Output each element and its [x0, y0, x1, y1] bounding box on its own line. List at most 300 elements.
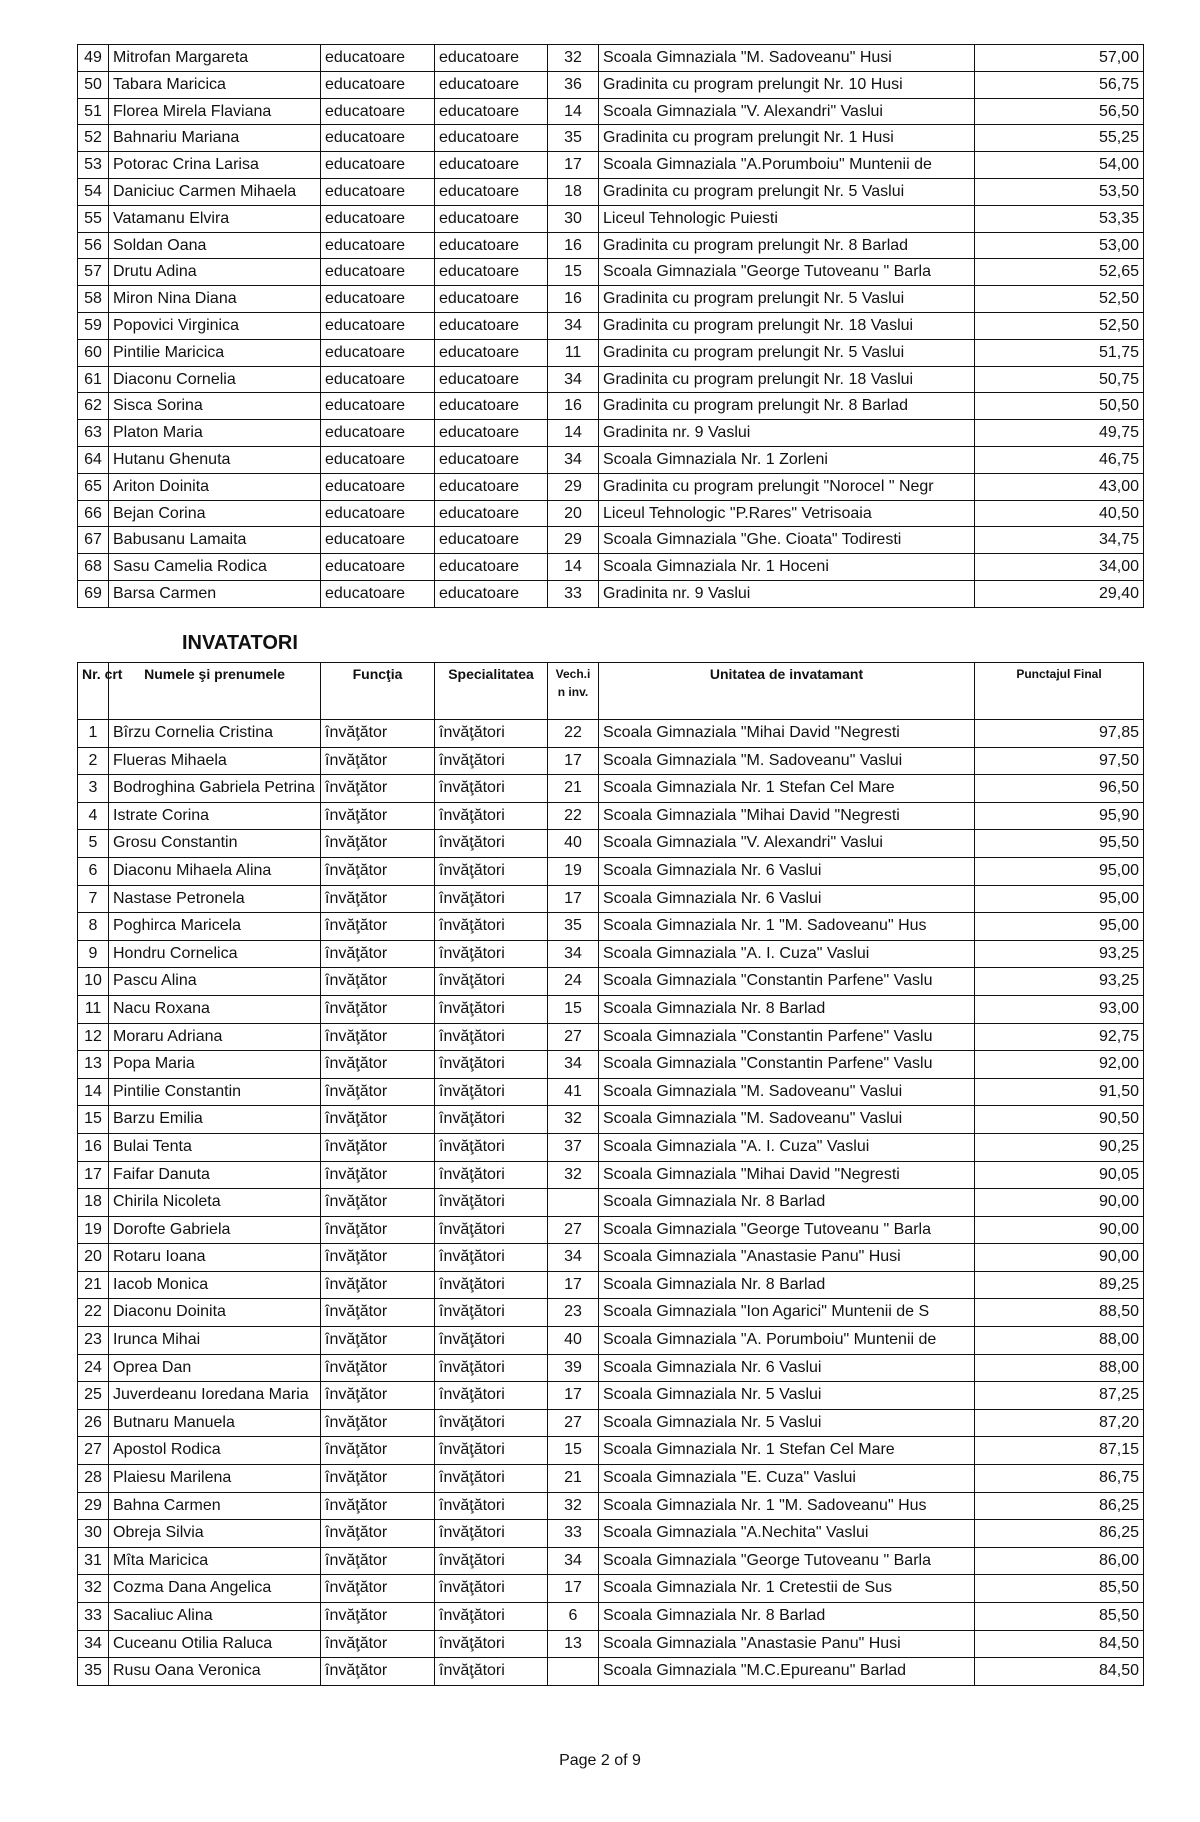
cell-functia: educatoare [321, 527, 435, 554]
cell-functia: educatoare [321, 152, 435, 179]
cell-unitatea: Scoala Gimnaziala "Ghe. Cioata" Todiresti [599, 527, 975, 554]
cell-nume: Florea Mirela Flaviana [109, 98, 321, 125]
table-row [78, 98, 1144, 125]
table-row [78, 232, 1144, 259]
cell-functia: educatoare [321, 446, 435, 473]
page-footer: Page 2 of 9 [559, 1752, 641, 1769]
cell-punctaj: 95,50 [975, 830, 1144, 858]
table-row [78, 1547, 1144, 1575]
cell-vechime: 35 [548, 913, 599, 941]
cell-specialitatea: educatoare [435, 393, 548, 420]
cell-specialitatea: educatoare [435, 178, 548, 205]
cell-vechime: 16 [548, 232, 599, 259]
cell-functia: educatoare [321, 554, 435, 581]
cell-functia: învăţător [321, 1575, 435, 1603]
cell-nr: 3 [78, 775, 109, 803]
cell-vechime: 35 [548, 125, 599, 152]
cell-nr: 35 [78, 1658, 109, 1686]
cell-nr: 24 [78, 1354, 109, 1382]
cell-nr: 30 [78, 1520, 109, 1548]
cell-nr: 49 [78, 45, 109, 72]
cell-unitatea: Liceul Tehnologic "P.Rares" Vetrisoaia [599, 500, 975, 527]
cell-functia: învăţător [321, 1547, 435, 1575]
cell-nume: Dorofte Gabriela [109, 1216, 321, 1244]
table-row [78, 446, 1144, 473]
cell-unitatea: Scoala Gimnaziala "George Tutoveanu " Barla [599, 1547, 975, 1575]
cell-functia: educatoare [321, 366, 435, 393]
table-row [78, 1023, 1144, 1051]
cell-specialitatea: învăţători [435, 1575, 548, 1603]
table-row [78, 1603, 1144, 1631]
cell-punctaj: 50,75 [975, 366, 1144, 393]
cell-nume: Drutu Adina [109, 259, 321, 286]
cell-vechime: 34 [548, 940, 599, 968]
table-row [78, 527, 1144, 554]
cell-specialitatea: învăţători [435, 913, 548, 941]
cell-nr: 19 [78, 1216, 109, 1244]
cell-punctaj: 86,00 [975, 1547, 1144, 1575]
cell-nume: Diaconu Cornelia [109, 366, 321, 393]
cell-punctaj: 52,65 [975, 259, 1144, 286]
cell-vechime: 36 [548, 71, 599, 98]
cell-nr: 64 [78, 446, 109, 473]
cell-unitatea: Scoala Gimnaziala "Mihai David "Negresti [599, 1161, 975, 1189]
cell-punctaj: 95,00 [975, 857, 1144, 885]
cell-vechime: 34 [548, 446, 599, 473]
cell-nr: 20 [78, 1244, 109, 1272]
cell-unitatea: Scoala Gimnaziala "V. Alexandri" Vaslui [599, 98, 975, 125]
table-row [78, 1327, 1144, 1355]
table-row [78, 1658, 1144, 1686]
cell-unitatea: Scoala Gimnaziala "E. Cuza" Vaslui [599, 1465, 975, 1493]
table-row [78, 1575, 1144, 1603]
cell-nr: 12 [78, 1023, 109, 1051]
cell-nume: Mîta Maricica [109, 1547, 321, 1575]
cell-nume: Pintilie Constantin [109, 1078, 321, 1106]
cell-nume: Bodroghina Gabriela Petrina [109, 775, 321, 803]
cell-nume: Bulai Tenta [109, 1133, 321, 1161]
cell-specialitatea: educatoare [435, 205, 548, 232]
cell-nume: Moraru Adriana [109, 1023, 321, 1051]
cell-vechime: 17 [548, 1575, 599, 1603]
cell-nr: 1 [78, 720, 109, 748]
cell-nr: 8 [78, 913, 109, 941]
table-row [78, 1189, 1144, 1217]
cell-nr: 33 [78, 1603, 109, 1631]
cell-specialitatea: educatoare [435, 45, 548, 72]
cell-nr: 7 [78, 885, 109, 913]
cell-vechime: 34 [548, 1547, 599, 1575]
cell-vechime: 32 [548, 1106, 599, 1134]
cell-specialitatea: educatoare [435, 366, 548, 393]
cell-vechime: 30 [548, 205, 599, 232]
table-row [78, 45, 1144, 72]
cell-specialitatea: învăţători [435, 1161, 548, 1189]
cell-functia: educatoare [321, 473, 435, 500]
cell-punctaj: 53,50 [975, 178, 1144, 205]
cell-nume: Diaconu Mihaela Alina [109, 857, 321, 885]
invatatori-table-body [78, 720, 1144, 1686]
cell-specialitatea: învăţători [435, 1465, 548, 1493]
cell-vechime: 29 [548, 473, 599, 500]
educatoare-table [77, 44, 1144, 608]
header-nr: Nr. crt [78, 663, 109, 720]
cell-nume: Poghirca Maricela [109, 913, 321, 941]
cell-functia: educatoare [321, 178, 435, 205]
cell-punctaj: 52,50 [975, 286, 1144, 313]
table-row [78, 312, 1144, 339]
cell-unitatea: Scoala Gimnaziala "Mihai David "Negresti [599, 802, 975, 830]
table-row [78, 1244, 1144, 1272]
cell-unitatea: Gradinita cu program prelungit Nr. 10 Husi [599, 71, 975, 98]
cell-functia: învăţător [321, 1216, 435, 1244]
cell-specialitatea: învăţători [435, 1409, 548, 1437]
table-row [78, 857, 1144, 885]
cell-vechime: 33 [548, 580, 599, 607]
cell-functia: învăţător [321, 1023, 435, 1051]
cell-functia: educatoare [321, 339, 435, 366]
cell-unitatea: Scoala Gimnaziala "M. Sadoveanu" Vaslui [599, 747, 975, 775]
cell-nume: Ariton Doinita [109, 473, 321, 500]
table-row [78, 1492, 1144, 1520]
cell-functia: învăţător [321, 968, 435, 996]
cell-nume: Sasu Camelia Rodica [109, 554, 321, 581]
cell-vechime: 11 [548, 339, 599, 366]
table-row [78, 125, 1144, 152]
cell-nume: Bahnariu Mariana [109, 125, 321, 152]
cell-unitatea: Scoala Gimnaziala "Constantin Parfene" Vaslu [599, 1051, 975, 1079]
table-row [78, 1354, 1144, 1382]
cell-specialitatea: învăţători [435, 802, 548, 830]
table-row [78, 913, 1144, 941]
cell-specialitatea: educatoare [435, 500, 548, 527]
cell-nume: Flueras Mihaela [109, 747, 321, 775]
cell-unitatea: Scoala Gimnaziala Nr. 1 "M. Sadoveanu" Hus [599, 913, 975, 941]
cell-specialitatea: educatoare [435, 232, 548, 259]
cell-vechime: 34 [548, 366, 599, 393]
cell-punctaj: 86,25 [975, 1520, 1144, 1548]
table-row [78, 1078, 1144, 1106]
cell-nume: Hutanu Ghenuta [109, 446, 321, 473]
cell-unitatea: Scoala Gimnaziala Nr. 8 Barlad [599, 1271, 975, 1299]
cell-nume: Plaiesu Marilena [109, 1465, 321, 1493]
cell-specialitatea: învăţători [435, 968, 548, 996]
cell-unitatea: Scoala Gimnaziala Nr. 1 Stefan Cel Mare [599, 1437, 975, 1465]
cell-functia: învăţător [321, 747, 435, 775]
cell-nume: Juverdeanu Ioredana Maria [109, 1382, 321, 1410]
cell-punctaj: 88,50 [975, 1299, 1144, 1327]
cell-nr: 67 [78, 527, 109, 554]
cell-specialitatea: învăţători [435, 1658, 548, 1686]
cell-nr: 11 [78, 995, 109, 1023]
header-specialitatea: Specialitatea [435, 663, 548, 720]
cell-nr: 14 [78, 1078, 109, 1106]
educatoare-table-body [78, 45, 1144, 608]
cell-nr: 29 [78, 1492, 109, 1520]
cell-vechime: 23 [548, 1299, 599, 1327]
cell-nr: 65 [78, 473, 109, 500]
table-row [78, 259, 1144, 286]
cell-nume: Bejan Corina [109, 500, 321, 527]
cell-nume: Chirila Nicoleta [109, 1189, 321, 1217]
cell-vechime: 40 [548, 1327, 599, 1355]
cell-punctaj: 40,50 [975, 500, 1144, 527]
cell-unitatea: Gradinita nr. 9 Vaslui [599, 420, 975, 447]
cell-nr: 28 [78, 1465, 109, 1493]
cell-unitatea: Scoala Gimnaziala Nr. 5 Vaslui [599, 1409, 975, 1437]
cell-unitatea: Scoala Gimnaziala Nr. 8 Barlad [599, 995, 975, 1023]
cell-unitatea: Gradinita cu program prelungit Nr. 5 Vaslui [599, 286, 975, 313]
cell-vechime: 32 [548, 1492, 599, 1520]
table-header-row [78, 663, 1144, 720]
section-title: INVATATORI [182, 632, 298, 654]
cell-unitatea: Gradinita cu program prelungit "Norocel " Negr [599, 473, 975, 500]
cell-unitatea: Scoala Gimnaziala Nr. 8 Barlad [599, 1603, 975, 1631]
cell-vechime: 34 [548, 312, 599, 339]
table-row [78, 830, 1144, 858]
cell-vechime [548, 1189, 599, 1217]
table-row [78, 366, 1144, 393]
cell-specialitatea: educatoare [435, 473, 548, 500]
cell-nr: 27 [78, 1437, 109, 1465]
table-row [78, 1106, 1144, 1134]
cell-nr: 18 [78, 1189, 109, 1217]
cell-functia: învăţător [321, 1271, 435, 1299]
cell-specialitatea: învăţători [435, 747, 548, 775]
cell-nume: Nastase Petronela [109, 885, 321, 913]
table-row [78, 580, 1144, 607]
cell-vechime: 17 [548, 152, 599, 179]
header-functia: Funcţia [321, 663, 435, 720]
cell-unitatea: Scoala Gimnaziala Nr. 6 Vaslui [599, 1354, 975, 1382]
table-row [78, 178, 1144, 205]
cell-punctaj: 95,00 [975, 913, 1144, 941]
cell-nr: 32 [78, 1575, 109, 1603]
table-row [78, 885, 1144, 913]
cell-nume: Babusanu Lamaita [109, 527, 321, 554]
cell-vechime: 18 [548, 178, 599, 205]
cell-punctaj: 57,00 [975, 45, 1144, 72]
cell-functia: învăţător [321, 1437, 435, 1465]
cell-punctaj: 88,00 [975, 1327, 1144, 1355]
cell-functia: educatoare [321, 580, 435, 607]
cell-nr: 15 [78, 1106, 109, 1134]
cell-unitatea: Scoala Gimnaziala "Mihai David "Negresti [599, 720, 975, 748]
table-row [78, 152, 1144, 179]
cell-specialitatea: învăţători [435, 1603, 548, 1631]
table-row [78, 1161, 1144, 1189]
cell-punctaj: 34,75 [975, 527, 1144, 554]
cell-specialitatea: învăţători [435, 775, 548, 803]
cell-punctaj: 91,50 [975, 1078, 1144, 1106]
cell-punctaj: 43,00 [975, 473, 1144, 500]
cell-nume: Cozma Dana Angelica [109, 1575, 321, 1603]
cell-punctaj: 53,00 [975, 232, 1144, 259]
cell-unitatea: Scoala Gimnaziala "A.Nechita" Vaslui [599, 1520, 975, 1548]
cell-specialitatea: învăţători [435, 885, 548, 913]
cell-unitatea: Scoala Gimnaziala Nr. 5 Vaslui [599, 1382, 975, 1410]
cell-functia: învăţător [321, 1658, 435, 1686]
cell-unitatea: Gradinita cu program prelungit Nr. 5 Vaslui [599, 178, 975, 205]
cell-unitatea: Scoala Gimnaziala Nr. 6 Vaslui [599, 885, 975, 913]
cell-specialitatea: învăţători [435, 1354, 548, 1382]
cell-punctaj: 92,75 [975, 1023, 1144, 1051]
cell-unitatea: Scoala Gimnaziala "George Tutoveanu " Barla [599, 1216, 975, 1244]
cell-vechime: 22 [548, 720, 599, 748]
cell-punctaj: 95,00 [975, 885, 1144, 913]
cell-punctaj: 50,50 [975, 393, 1144, 420]
cell-unitatea: Scoala Gimnaziala "A. I. Cuza" Vaslui [599, 940, 975, 968]
cell-nr: 13 [78, 1051, 109, 1079]
cell-punctaj: 97,85 [975, 720, 1144, 748]
cell-punctaj: 93,25 [975, 940, 1144, 968]
table-row [78, 71, 1144, 98]
table-row [78, 205, 1144, 232]
cell-punctaj: 90,25 [975, 1133, 1144, 1161]
cell-punctaj: 54,00 [975, 152, 1144, 179]
cell-specialitatea: învăţători [435, 1106, 548, 1134]
cell-specialitatea: educatoare [435, 554, 548, 581]
cell-functia: învăţător [321, 830, 435, 858]
header-vechime: Vech.i n inv. [548, 663, 599, 720]
cell-functia: educatoare [321, 312, 435, 339]
cell-functia: învăţător [321, 1603, 435, 1631]
header-unitatea: Unitatea de invatamant [599, 663, 975, 720]
cell-specialitatea: învăţători [435, 1078, 548, 1106]
cell-unitatea: Scoala Gimnaziala Nr. 1 "M. Sadoveanu" Hus [599, 1492, 975, 1520]
cell-punctaj: 51,75 [975, 339, 1144, 366]
cell-unitatea: Gradinita cu program prelungit Nr. 18 Vaslui [599, 312, 975, 339]
cell-functia: învăţător [321, 1327, 435, 1355]
cell-specialitatea: educatoare [435, 71, 548, 98]
cell-functia: educatoare [321, 232, 435, 259]
cell-nr: 58 [78, 286, 109, 313]
cell-nr: 6 [78, 857, 109, 885]
cell-vechime: 13 [548, 1630, 599, 1658]
table-row [78, 1133, 1144, 1161]
cell-punctaj: 87,15 [975, 1437, 1144, 1465]
cell-vechime: 22 [548, 802, 599, 830]
cell-nr: 68 [78, 554, 109, 581]
table-row [78, 720, 1144, 748]
cell-punctaj: 86,75 [975, 1465, 1144, 1493]
cell-specialitatea: învăţători [435, 1520, 548, 1548]
cell-punctaj: 90,00 [975, 1244, 1144, 1272]
cell-nume: Soldan Oana [109, 232, 321, 259]
cell-punctaj: 87,25 [975, 1382, 1144, 1410]
cell-nume: Sacaliuc Alina [109, 1603, 321, 1631]
cell-punctaj: 85,50 [975, 1575, 1144, 1603]
cell-vechime: 34 [548, 1244, 599, 1272]
cell-vechime: 17 [548, 885, 599, 913]
invatatori-table [77, 662, 1144, 1686]
cell-unitatea: Scoala Gimnaziala Nr. 1 Hoceni [599, 554, 975, 581]
cell-functia: învăţător [321, 1299, 435, 1327]
cell-functia: învăţător [321, 1630, 435, 1658]
cell-punctaj: 55,25 [975, 125, 1144, 152]
cell-punctaj: 97,50 [975, 747, 1144, 775]
cell-nr: 54 [78, 178, 109, 205]
cell-specialitatea: educatoare [435, 580, 548, 607]
cell-specialitatea: învăţători [435, 1189, 548, 1217]
cell-nr: 25 [78, 1382, 109, 1410]
cell-punctaj: 92,00 [975, 1051, 1144, 1079]
cell-nr: 31 [78, 1547, 109, 1575]
cell-specialitatea: învăţători [435, 1051, 548, 1079]
cell-vechime: 17 [548, 1382, 599, 1410]
cell-vechime: 14 [548, 554, 599, 581]
cell-vechime: 20 [548, 500, 599, 527]
table-row [78, 968, 1144, 996]
table-row [78, 554, 1144, 581]
cell-punctaj: 84,50 [975, 1630, 1144, 1658]
cell-nr: 61 [78, 366, 109, 393]
cell-nr: 52 [78, 125, 109, 152]
cell-punctaj: 90,50 [975, 1106, 1144, 1134]
table-row [78, 500, 1144, 527]
cell-vechime: 27 [548, 1409, 599, 1437]
cell-punctaj: 52,50 [975, 312, 1144, 339]
cell-nr: 55 [78, 205, 109, 232]
cell-functia: învăţător [321, 1051, 435, 1079]
cell-specialitatea: învăţători [435, 1271, 548, 1299]
cell-nr: 62 [78, 393, 109, 420]
cell-specialitatea: învăţători [435, 1244, 548, 1272]
cell-punctaj: 93,25 [975, 968, 1144, 996]
cell-functia: învăţător [321, 1492, 435, 1520]
cell-unitatea: Scoala Gimnaziala Nr. 1 Stefan Cel Mare [599, 775, 975, 803]
cell-functia: învăţător [321, 1161, 435, 1189]
cell-nume: Tabara Maricica [109, 71, 321, 98]
cell-specialitatea: învăţători [435, 1382, 548, 1410]
table-row [78, 393, 1144, 420]
cell-specialitatea: educatoare [435, 98, 548, 125]
cell-punctaj: 49,75 [975, 420, 1144, 447]
cell-specialitatea: educatoare [435, 312, 548, 339]
cell-functia: învăţător [321, 1189, 435, 1217]
cell-nr: 4 [78, 802, 109, 830]
cell-nr: 22 [78, 1299, 109, 1327]
cell-specialitatea: educatoare [435, 446, 548, 473]
cell-nume: Vatamanu Elvira [109, 205, 321, 232]
cell-vechime: 39 [548, 1354, 599, 1382]
table-row [78, 775, 1144, 803]
cell-nume: Bîrzu Cornelia Cristina [109, 720, 321, 748]
cell-nume: Popovici Virginica [109, 312, 321, 339]
cell-nume: Iacob Monica [109, 1271, 321, 1299]
cell-nume: Grosu Constantin [109, 830, 321, 858]
cell-vechime: 16 [548, 393, 599, 420]
cell-vechime: 17 [548, 747, 599, 775]
cell-nume: Butnaru Manuela [109, 1409, 321, 1437]
cell-nume: Potorac Crina Larisa [109, 152, 321, 179]
cell-unitatea: Gradinita cu program prelungit Nr. 18 Vaslui [599, 366, 975, 393]
cell-nume: Rusu Oana Veronica [109, 1658, 321, 1686]
cell-functia: educatoare [321, 205, 435, 232]
table-row [78, 1465, 1144, 1493]
cell-nr: 2 [78, 747, 109, 775]
cell-specialitatea: educatoare [435, 420, 548, 447]
cell-specialitatea: învăţători [435, 720, 548, 748]
cell-specialitatea: învăţători [435, 1630, 548, 1658]
cell-nume: Obreja Silvia [109, 1520, 321, 1548]
cell-unitatea: Scoala Gimnaziala "V. Alexandri" Vaslui [599, 830, 975, 858]
cell-punctaj: 29,40 [975, 580, 1144, 607]
table-row [78, 1520, 1144, 1548]
cell-unitatea: Gradinita cu program prelungit Nr. 5 Vaslui [599, 339, 975, 366]
cell-functia: învăţător [321, 1465, 435, 1493]
cell-unitatea: Scoala Gimnaziala "George Tutoveanu " Barla [599, 259, 975, 286]
